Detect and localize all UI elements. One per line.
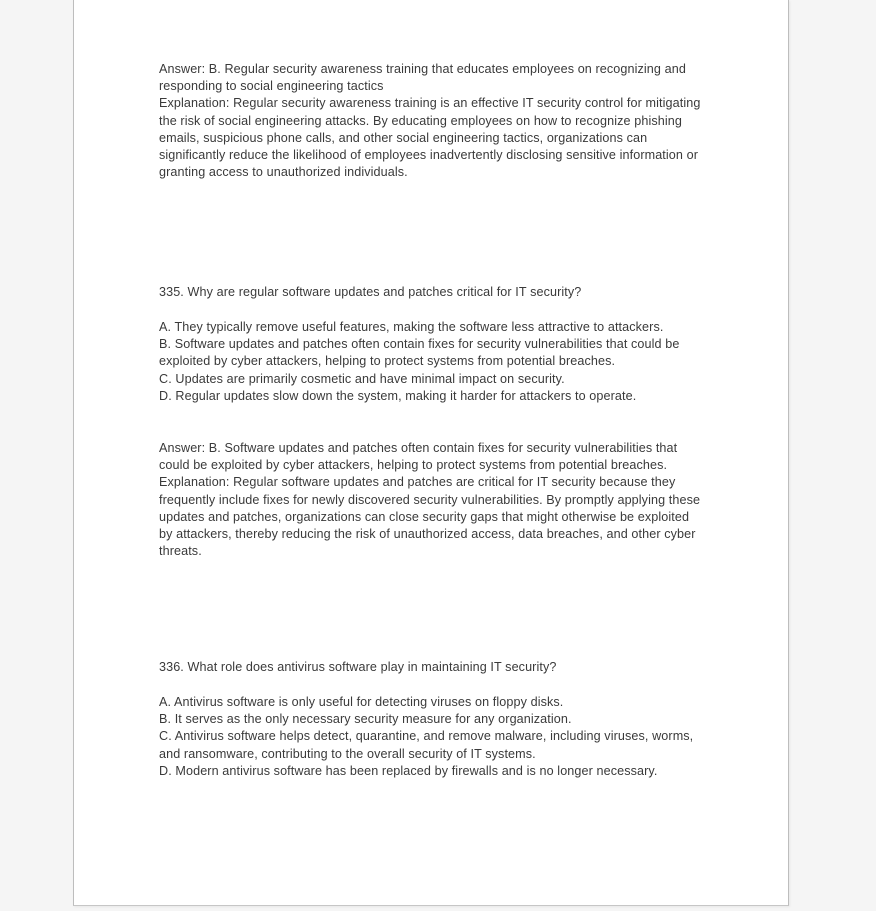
text-line: D. Modern antivirus software has been replaced by firewalls and is no longer necessary. bbox=[159, 763, 658, 778]
text-line: and ransomware, contributing to the overall security of IT systems. bbox=[159, 746, 536, 761]
text-line: by attackers, thereby reducing the risk of unauthorized access, data breaches, and other cyber bbox=[159, 527, 696, 542]
options-336 bbox=[159, 694, 719, 780]
text-line: Explanation: Regular security awareness training is an effective IT security control for mitigating bbox=[159, 96, 701, 111]
question-335 bbox=[159, 284, 719, 301]
text-line: could be exploited by cyber attackers, helping to protect systems from potential breaches. bbox=[159, 458, 668, 473]
text-line: 335. Why are regular software updates and patches critical for IT security? bbox=[159, 285, 582, 299]
text-line: Answer: B. Regular security awareness training that educates employees on recognizing and bbox=[159, 62, 686, 76]
text-line: Explanation: Regular software updates and patches are critical for IT security because they bbox=[159, 475, 676, 490]
document-page bbox=[73, 0, 789, 906]
question-336 bbox=[159, 659, 719, 676]
answer-explanation-334 bbox=[159, 61, 719, 181]
text-line: C. Updates are primarily cosmetic and have minimal impact on security. bbox=[159, 371, 565, 386]
text-line: 336. What role does antivirus software play in maintaining IT security? bbox=[159, 660, 557, 674]
text-line: B. Software updates and patches often contain fixes for security vulnerabilities that could be bbox=[159, 337, 680, 352]
text-line: responding to social engineering tactics bbox=[159, 79, 384, 94]
text-line: D. Regular updates slow down the system, making it harder for attackers to operate. bbox=[159, 388, 637, 403]
text-line: C. Antivirus software helps detect, quarantine, and remove malware, including viruses, worms, bbox=[159, 729, 694, 744]
text-line: threats. bbox=[159, 544, 202, 559]
answer-explanation-335 bbox=[159, 440, 719, 560]
text-line: B. It serves as the only necessary security measure for any organization. bbox=[159, 712, 572, 727]
text-line: Answer: B. Software updates and patches often contain fixes for security vulnerabilities that bbox=[159, 441, 678, 455]
text-line: A. Antivirus software is only useful for detecting viruses on floppy disks. bbox=[159, 695, 564, 709]
options-335 bbox=[159, 319, 719, 405]
text-line: A. They typically remove useful features, making the software less attractive to attackers. bbox=[159, 320, 664, 334]
text-line: updates and patches, organizations can close security gaps that might otherwise be exploited bbox=[159, 509, 690, 524]
text-line: frequently include fixes for newly discovered security vulnerabilities. By promptly applying these bbox=[159, 492, 701, 507]
text-line: granting access to unauthorized individuals. bbox=[159, 165, 408, 180]
text-line: the risk of social engineering attacks. By educating employees on how to recognize phishing bbox=[159, 113, 682, 128]
text-line: exploited by cyber attackers, helping to protect systems from potential breaches. bbox=[159, 354, 616, 369]
text-line: significantly reduce the likelihood of employees inadvertently disclosing sensitive information or bbox=[159, 148, 699, 163]
text-line: emails, suspicious phone calls, and other social engineering tactics, organizations can bbox=[159, 130, 648, 145]
